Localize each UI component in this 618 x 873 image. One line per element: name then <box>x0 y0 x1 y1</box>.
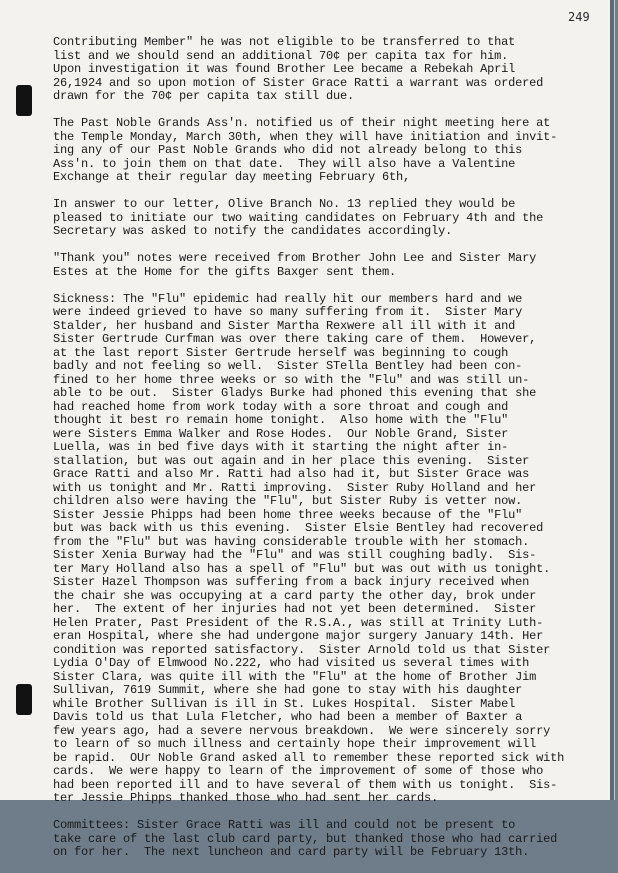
text-line: Lydia O'Day of Elmwood No.222, who had visited us several times with <box>53 656 530 670</box>
text-line: the Temple Monday, March 30th, when they will have initiation and invit- <box>53 129 558 144</box>
paragraph-past-noble-grands <box>53 117 593 185</box>
text-line: Secretary was asked to notify the candidates accordingly. <box>53 224 453 238</box>
binder-hole-top <box>16 85 32 116</box>
text-line: badly and not feeling so well. Sister STella Bentley had been con- <box>53 359 523 373</box>
text-line: on for her. The next luncheon and card party will be February 13th. <box>53 845 530 859</box>
text-line: "Thank you" notes were received from Brother John Lee and Sister Mary <box>53 251 537 265</box>
text-line: ing any of our Past Noble Grands who did not already belong to this <box>53 143 523 157</box>
text-line: from the "Flu" but was having considerable trouble with her stomach. <box>53 534 530 549</box>
text-line: Sullivan, 7619 Summit, where she had gone to stay with his daughter <box>53 683 523 697</box>
text-line: stallation, but was out again and in her place this evening. Sister <box>53 453 530 468</box>
text-line: Helen Prater, Past President of the R.S.A., was still at Trinity Luth- <box>53 615 544 630</box>
text-line: 26,1924 and so upon motion of Sister Grace Ratti a warrant was ordered <box>53 75 544 90</box>
text-line: Sister Hazel Thompson was suffering from a back injury received when <box>53 575 530 589</box>
document-body <box>53 36 593 873</box>
text-line: be rapid. OUr Noble Grand asked all to remember these reported sick with <box>53 750 565 765</box>
text-line: while Brother Sullivan is ill in St. Lukes Hospital. Sister Mabel <box>53 696 516 711</box>
text-line: ter Jessie Phipps thanked those who had sent her cards. <box>53 791 439 805</box>
text-line: Exchange at their regular day meeting February 6th, <box>53 170 411 184</box>
text-line: thought it best ro remain home tonight. Also home with the "Flu" <box>53 413 509 427</box>
text-line: Committees: Sister Grace Ratti was ill and could not be present to <box>53 818 516 832</box>
text-line: able to be out. Sister Gladys Burke had phoned this evening that she <box>53 386 537 400</box>
text-line: condition was reported satisfactory. Sister Arnold told us that Sister <box>53 642 551 657</box>
text-line: take care of the last club card party, but thanked those who had carried <box>53 831 558 846</box>
text-line: eran Hospital, where she had undergone major surgery January 14th. Her <box>53 629 544 643</box>
text-line: but was back with us this evening. Sister Elsie Bentley had recovered <box>53 521 544 535</box>
text-line: Sickness: The "Flu" epidemic had really hit our members hard and we <box>53 291 523 306</box>
text-line: were indeed grieved to have so many suffering from it. Sister Mary <box>53 305 523 319</box>
text-line: cards. We were happy to learn of the improvement of some of those who <box>53 764 544 778</box>
text-line: the chair she was occupying at a card party the other day, brok under <box>53 588 537 603</box>
paragraph-member-transfer <box>53 36 593 104</box>
text-line: Luella, was in bed five days with it starting the night after in- <box>53 440 509 454</box>
text-line: Sister Gertrude Curfman was over there taking care of them. However, <box>53 332 537 346</box>
text-line: Sister Clara, was quite ill with the "Flu" at the home of Brother Jim <box>53 669 537 684</box>
text-line: few years ago, had a severe nervous breakdown. We were sincerely sorry <box>53 723 551 738</box>
text-line: Ass'n. to join them on that date. They will also have a Valentine <box>53 156 516 171</box>
paragraph-thank-you-notes <box>53 252 593 279</box>
text-line: Davis told us that Lula Fletcher, who had been a member of Baxter a <box>53 710 523 724</box>
text-line: Sister Xenia Burway had the "Flu" and was still coughing badly. Sis- <box>53 548 537 562</box>
text-line: list and we should send an additional 70¢ per capita tax for him. <box>53 48 509 63</box>
text-line: children also were having the "Flu", but Sister Ruby is vetter now. <box>53 494 523 508</box>
text-line: to learn of so much illness and certainly hope their improvement will <box>53 737 537 751</box>
text-line: at the last report Sister Gertrude herself was beginning to cough <box>53 345 509 360</box>
text-line: fined to her home three weeks or so with the "Flu" and was still un- <box>53 372 530 387</box>
text-line: Estes at the Home for the gifts Baxger sent them. <box>53 264 397 279</box>
text-line: pleased to initiate our two waiting candidates on February 4th and the <box>53 210 544 225</box>
page-number: 249 <box>568 10 590 24</box>
paragraph-sickness <box>53 293 593 806</box>
text-line: had been reported ill and to have several of them with us tonight. Sis- <box>53 777 558 792</box>
text-line: drawn for the 70¢ per capita tax still due. <box>53 89 355 103</box>
text-line: Sister Jessie Phipps had been home three weeks because of the "Flu" <box>53 507 523 522</box>
text-line: had reached home from work today with a sore throat and cough and <box>53 399 509 414</box>
text-line: Stalder, her husband and Sister Martha Rexwere all ill with it and <box>53 318 516 333</box>
text-line: Grace Ratti and also Mr. Ratti had also had it, but Sister Grace was <box>53 467 530 481</box>
text-line: were Sisters Emma Walker and Rose Hodes. Our Noble Grand, Sister <box>53 426 509 441</box>
text-line: In answer to our letter, Olive Branch No. 13 replied they would be <box>53 197 516 211</box>
text-line: with us tonight and Mr. Ratti improving. Sister Ruby Holland and her <box>53 480 537 495</box>
text-line: her. The extent of her injuries had not yet been determined. Sister <box>53 602 537 616</box>
binder-hole-bottom <box>16 684 32 715</box>
paragraph-olive-branch <box>53 198 593 239</box>
text-line: Contributing Member" he was not eligible to be transferred to that <box>53 35 516 49</box>
page-edge <box>610 0 614 800</box>
text-line: Upon investigation it was found Brother Lee became a Rebekah April <box>53 62 516 76</box>
text-line: ter Mary Holland also has a spell of "Flu" but was out with us tonight. <box>53 561 551 576</box>
text-line: The Past Noble Grands Ass'n. notified us of their night meeting here at <box>53 116 551 130</box>
paragraph-committees <box>53 819 593 860</box>
